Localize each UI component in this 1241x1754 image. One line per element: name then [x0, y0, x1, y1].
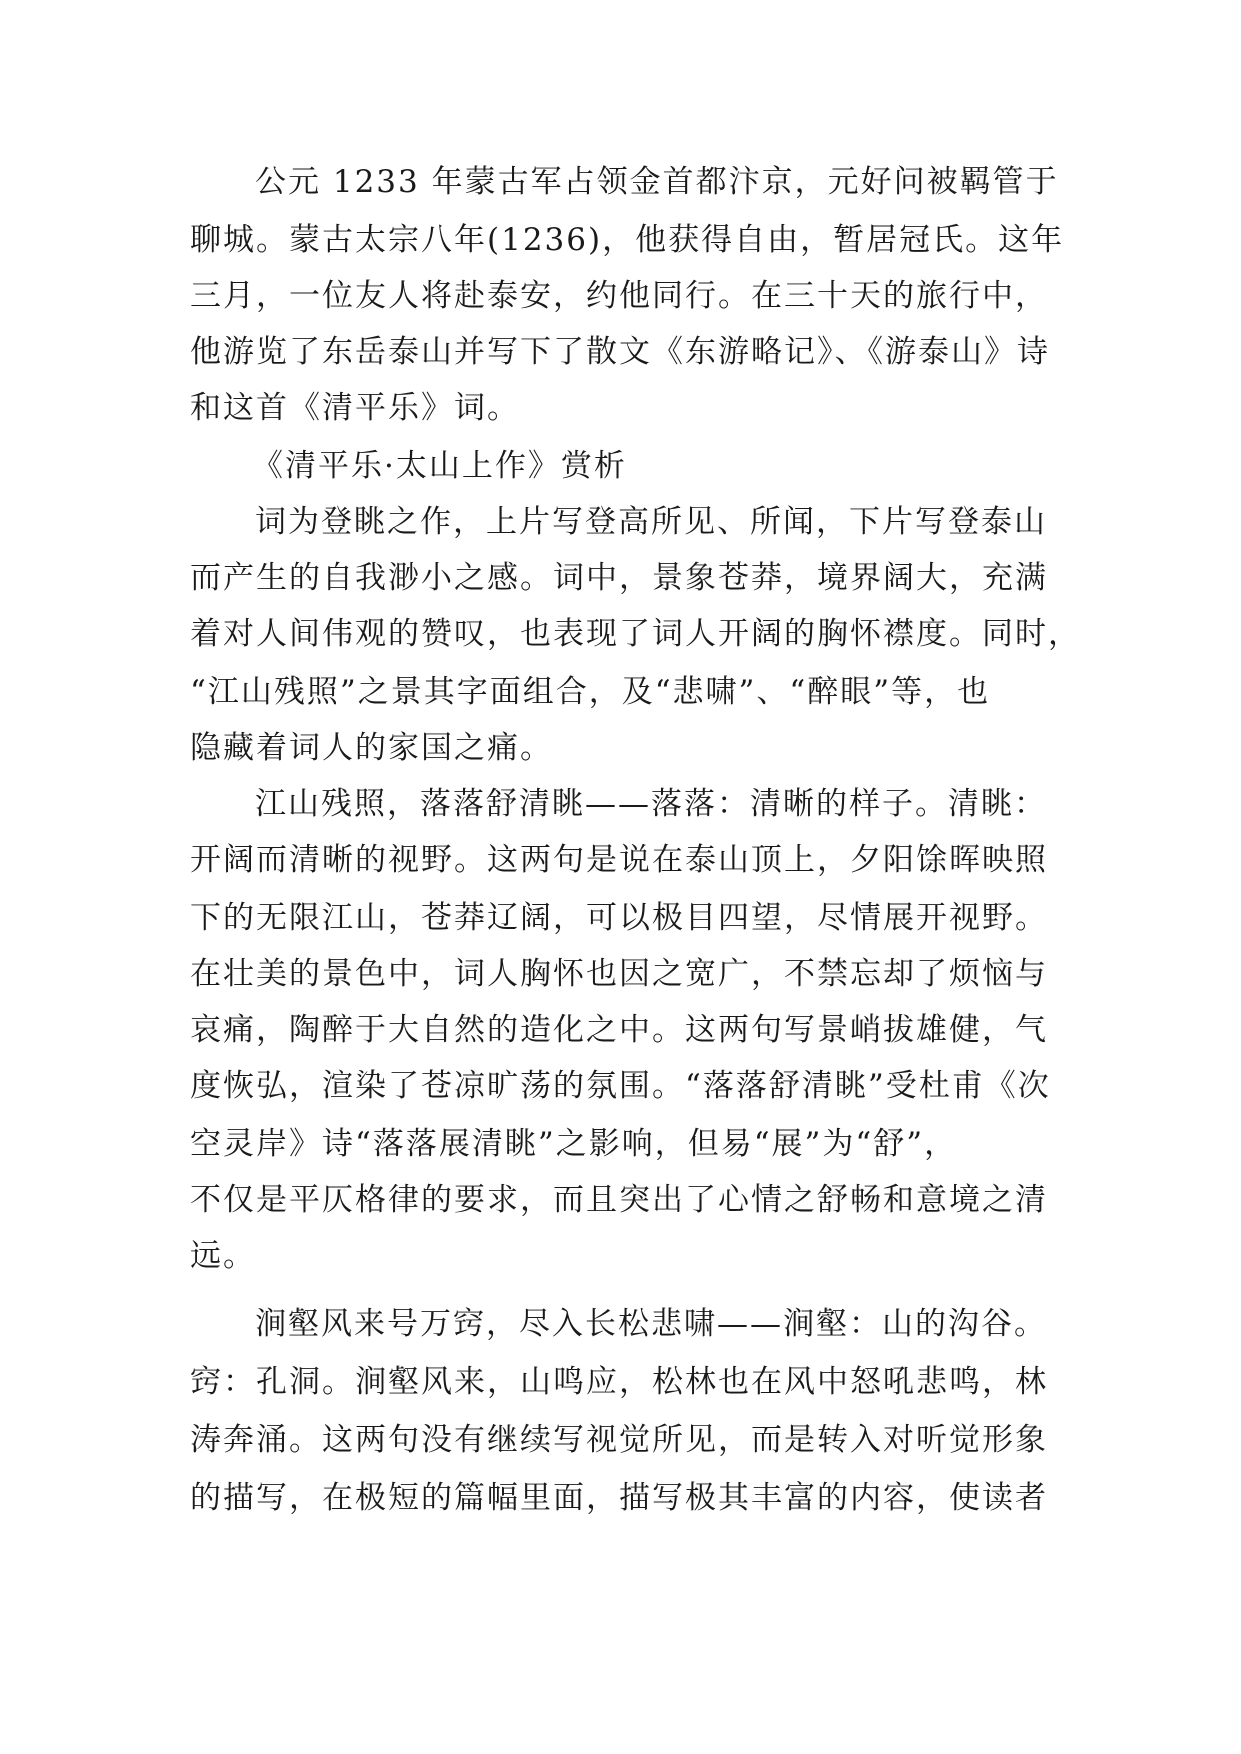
paragraph-1-line-1: 公元 1233 年蒙古军占领金首都汴京，元好问被羁管于 — [255, 164, 1059, 200]
paragraph-3-line-5: 哀痛，陶醉于大自然的造化之中。这两句写景峭拔雄健，气 — [190, 1012, 1048, 1048]
paragraph-3-line-8: 不仅是平仄格律的要求，而且突出了心情之舒畅和意境之清 — [190, 1182, 1048, 1218]
paragraph-3-line-9: 远。 — [190, 1238, 256, 1274]
paragraph-2-line-2: 而产生的自我渺小之感。词中，景象苍莽，境界阔大，充满 — [190, 560, 1048, 596]
paragraph-3-line-2: 开阔而清晰的视野。这两句是说在泰山顶上，夕阳馀晖映照 — [190, 842, 1048, 878]
section-heading: 《清平乐·太山上作》赏析 — [252, 448, 627, 484]
paragraph-3-line-3: 下的无限江山，苍莽辽阔，可以极目四望，尽情展开视野。 — [190, 900, 1048, 936]
paragraph-4-line-3: 涛奔涌。这两句没有继续写视觉所见，而是转入对听觉形象 — [190, 1422, 1048, 1458]
paragraph-2-line-5: 隐藏着词人的家国之痛。 — [190, 730, 553, 766]
paragraph-1-line-2: 聊城。蒙古太宗八年(1236)，他获得自由，暂居冠氏。这年 — [190, 222, 1065, 258]
paragraph-3-line-4: 在壮美的景色中，词人胸怀也因之宽广，不禁忘却了烦恼与 — [190, 956, 1048, 992]
paragraph-2-line-4: “江山残照”之景其字面组合，及“悲啸”、“醉眼”等，也 — [190, 674, 991, 710]
paragraph-4-line-2: 窍：孔洞。涧壑风来，山鸣应，松林也在风中怒吼悲鸣，林 — [190, 1364, 1048, 1400]
paragraph-1-line-4: 他游览了东岳泰山并写下了散文《东游略记》、《游泰山》诗 — [190, 334, 1050, 370]
paragraph-4-line-1: 涧壑风来号万窍，尽入长松悲啸——涧壑：山的沟谷。 — [255, 1306, 1047, 1342]
paragraph-1-line-3: 三月，一位友人将赴泰安，约他同行。在三十天的旅行中， — [190, 278, 1048, 314]
paragraph-2-line-1: 词为登眺之作，上片写登高所见、所闻，下片写登泰山 — [255, 504, 1047, 540]
paragraph-3-line-7: 空灵岸》诗“落落展清眺”之影响，但易“展”为“舒”， — [190, 1126, 958, 1162]
paragraph-3-line-1: 江山残照，落落舒清眺——落落：清晰的样子。清眺： — [255, 786, 1047, 822]
paragraph-1-line-5: 和这首《清平乐》词。 — [190, 390, 520, 426]
paragraph-2-line-3: 着对人间伟观的赞叹，也表现了词人开阔的胸怀襟度。同时， — [190, 616, 1081, 652]
paragraph-4-line-4: 的描写，在极短的篇幅里面，描写极其丰富的内容，使读者 — [190, 1480, 1048, 1516]
paragraph-3-line-6: 度恢弘，渲染了苍凉旷荡的氛围。“落落舒清眺”受杜甫《次 — [190, 1068, 1051, 1104]
